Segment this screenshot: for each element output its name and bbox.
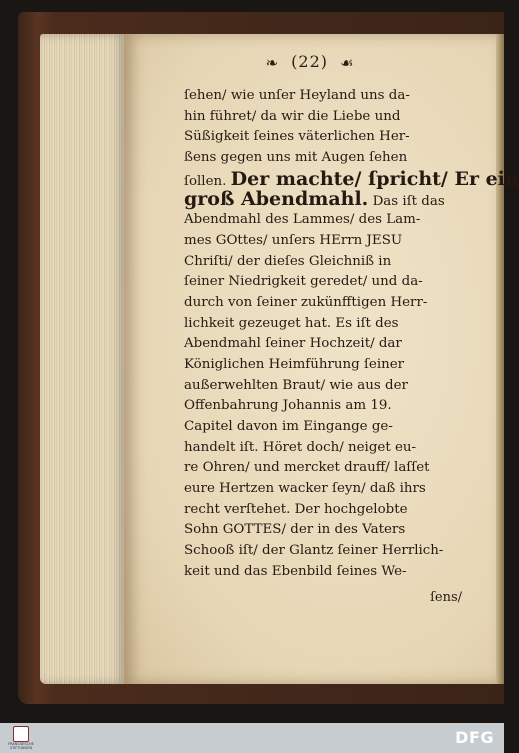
ornament-right-icon: ☙ (340, 53, 355, 72)
text-line-with-heading (184, 189, 484, 210)
text-line: ßens gegen uns mit Augen ſehen (184, 150, 408, 166)
text-line: eure Hertzen wacker ſeyn/ daß ihrs (184, 481, 426, 497)
page-header (124, 52, 496, 72)
emphasized-heading: groß Abendmahl. (184, 188, 369, 211)
text-line: Königlichen Heimführung ſeiner (184, 356, 405, 372)
text-line: lichkeit gezeuget hat. Es iſt des (184, 315, 399, 331)
text-line: Chriſti/ der dieſes Gleichniß in (184, 253, 392, 269)
text-line: Süßigkeit ſeines väterlichen Her- (184, 129, 410, 145)
book-page (124, 34, 519, 684)
text-line: Abendmahl ſeiner Hochzeit/ dar (184, 336, 402, 352)
text-line: handelt iſt. Höret doch/ neiget eu- (184, 439, 417, 455)
text-line: ſeiner Niedrigkeit geredet/ und da- (184, 274, 423, 290)
page-number: (22) (291, 52, 328, 71)
catchword: ſens/ (430, 590, 462, 605)
text-line: recht verſtehet. Der hochgelobte (184, 501, 408, 517)
text-line: durch von ſeiner zukünfftigen Herr- (184, 294, 428, 310)
institution-logo-icon (13, 726, 29, 742)
dfg-logo[interactable]: DFG (455, 728, 494, 747)
text-line: re Ohren/ und mercket drauff/ laſſet (184, 460, 430, 476)
body-text (184, 86, 519, 583)
page-stack-edges (40, 34, 126, 684)
text-line: mes GOttes/ unſers HErrn JESU (184, 232, 403, 248)
text-fragment: ſollen. (184, 173, 227, 189)
text-line: Schooß iſt/ der Glantz ſeiner Herrlich- (184, 543, 444, 559)
text-line: hin führet/ da wir die Liebe und (184, 108, 401, 124)
text-line: keit und das Ebenbild ſeines We- (184, 563, 407, 579)
text-line: ſehen/ wie unſer Heyland uns da- (184, 88, 410, 103)
institution-logo[interactable] (8, 726, 34, 750)
text-line: Sohn GOTTES/ der in des Vaters (184, 522, 406, 538)
page-right-edge (496, 34, 504, 684)
text-fragment: Das iſt das (372, 194, 445, 210)
ornament-left-icon: ❧ (265, 53, 280, 72)
institution-logo-caption: FRANCKESCHE STIFTUNGEN (8, 742, 34, 750)
emphasized-phrase: Der machte/ ſpricht/ Er ein (230, 167, 519, 190)
text-line-with-heading (184, 167, 519, 190)
text-line: Capitel davon im Eingange ge- (184, 419, 393, 434)
viewer-footer-bar (0, 723, 504, 753)
text-line: Abendmahl des Lammes/ des Lam- (184, 212, 421, 228)
text-line: außerwehlten Braut/ wie aus der (184, 377, 408, 393)
text-line: Offenbahrung Johannis am 19. (184, 398, 392, 414)
